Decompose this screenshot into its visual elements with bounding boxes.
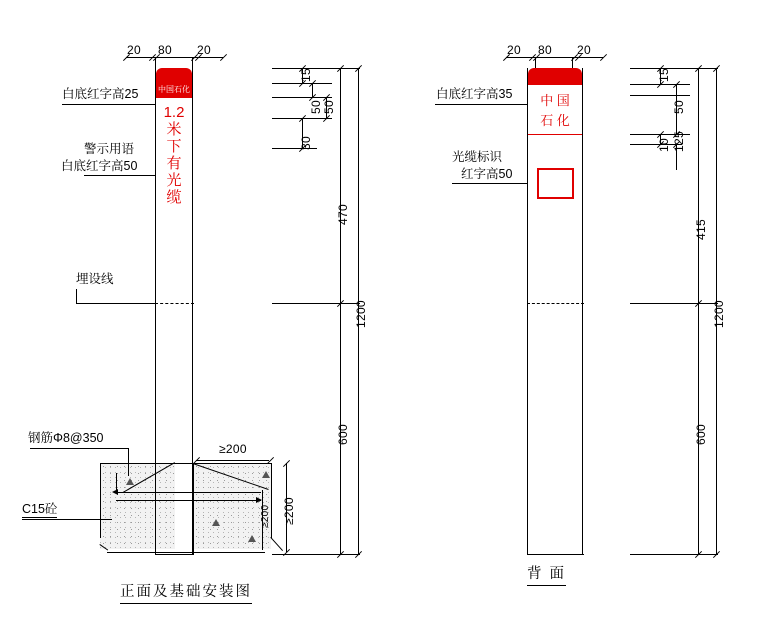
label-concrete-grade: C15砼 — [22, 502, 58, 516]
label-warning-phrase: 警示用语 — [84, 142, 135, 156]
dim-tick — [355, 551, 362, 558]
left-top-dim-line — [126, 57, 223, 58]
right-dim-10: 10 — [657, 138, 671, 152]
left-dim-20-b: 20 — [197, 43, 211, 57]
left-dim-80: 80 — [158, 43, 172, 57]
left-dim-1200: 1200 — [354, 300, 368, 328]
witness-line — [630, 554, 718, 555]
right-cap-divider — [528, 134, 582, 135]
label-rebar-spec: 钢筋Φ8@350 — [28, 431, 104, 445]
right-cap-bottom-line — [528, 84, 582, 85]
witness-line — [630, 303, 718, 304]
left-buried-line-dash — [155, 303, 194, 304]
left-cap-bottom-line — [156, 97, 192, 98]
left-post-red-cap — [156, 68, 192, 78]
witness-line — [630, 95, 690, 96]
right-dim-20-b: 20 — [577, 43, 591, 57]
foundation-bottom-line — [107, 552, 265, 553]
label-buried-line: 埋设线 — [76, 272, 114, 286]
leader-line — [62, 104, 155, 105]
vtext-line-0: 1.2 — [163, 104, 185, 121]
label-red-text-50: 红字高50 — [461, 167, 513, 181]
leader-line — [76, 303, 155, 304]
dim-tick — [220, 54, 227, 61]
leader-line — [128, 448, 129, 476]
hatch-triangle — [126, 478, 133, 485]
right-cap-label-line-1: 中 国 — [540, 93, 570, 108]
post-edge-in-foundation-right — [193, 463, 194, 554]
left-dim-600: 600 — [336, 424, 350, 445]
left-dim-30: 30 — [299, 136, 313, 150]
witness-line — [272, 68, 360, 69]
rebar-line-lower — [116, 500, 261, 501]
leader-line — [435, 104, 527, 105]
label-white-bg-red-25: 白底红字高25 — [62, 87, 139, 101]
witness-line — [272, 554, 360, 555]
left-cap-label-text: 中国石化 — [158, 85, 190, 94]
label-white-bg-red-50: 白底红字高50 — [61, 159, 138, 173]
right-post-red-cap — [528, 68, 582, 78]
vtext-line-5: 缆 — [166, 189, 182, 206]
foundation-dim-ge200-right: ≥200 — [282, 497, 296, 525]
leader-line — [22, 519, 112, 520]
right-dim-125: 125 — [672, 131, 686, 152]
vtext-line-1: 米 — [166, 121, 182, 138]
right-dim-20-a: 20 — [507, 43, 521, 57]
left-post-vertical-text — [156, 104, 192, 206]
post-bottom-line — [155, 554, 194, 555]
left-dim-470: 470 — [336, 204, 350, 225]
dim-tick — [713, 551, 720, 558]
rebar-hook-vert — [116, 473, 117, 493]
left-dim-50-b: 50 — [322, 100, 336, 114]
right-post-body — [527, 68, 583, 554]
leader-line — [76, 289, 77, 304]
vtext-line-4: 光 — [166, 172, 182, 189]
left-dim-20-a: 20 — [127, 43, 141, 57]
right-dim-600: 600 — [694, 424, 708, 445]
leader-line — [84, 175, 155, 176]
right-view-caption: 背 面 — [527, 562, 566, 586]
foundation-concrete-left — [100, 463, 175, 549]
post-edge-in-foundation-left — [155, 463, 156, 554]
right-cap-label-line-2: 石 化 — [540, 113, 570, 128]
left-dim-50-a: 50 — [309, 100, 323, 114]
hatch-triangle — [248, 535, 255, 542]
hatch-triangle — [212, 519, 219, 526]
right-top-dim-line — [506, 57, 603, 58]
left-view-caption: 正面及基础安装图 — [120, 580, 252, 604]
dim-line-470 — [340, 68, 341, 303]
vtext-line-2: 下 — [166, 138, 182, 155]
label-cable-marker: 光缆标识 — [452, 150, 503, 164]
right-dim-50: 50 — [672, 100, 686, 114]
witness-line — [272, 97, 332, 98]
left-dim-15: 15 — [299, 68, 313, 82]
foundation-dim-ge200-top: ≥200 — [219, 442, 247, 456]
rebar-arrow-left — [112, 489, 118, 495]
leader-line — [30, 448, 128, 449]
dim-tick — [600, 54, 607, 61]
hatch-triangle — [262, 471, 269, 478]
foundation-bottom-right-bevel — [270, 537, 283, 551]
foundation-width-dim-line — [196, 460, 269, 461]
cable-marker-box — [537, 168, 574, 199]
foundation-left-edge — [100, 463, 101, 538]
foundation-dim-ge200-inner: ≥200 — [260, 504, 271, 528]
right-dim-80: 80 — [538, 43, 552, 57]
foundation-top-line — [100, 463, 271, 464]
vtext-line-3: 有 — [166, 155, 182, 172]
right-dim-15: 15 — [657, 68, 671, 82]
witness-line — [630, 68, 718, 69]
rebar-line-upper — [116, 492, 261, 493]
right-post-bottom-line — [527, 554, 584, 555]
right-dim-1200: 1200 — [712, 300, 726, 328]
leader-line — [452, 183, 527, 184]
witness-line — [272, 303, 360, 304]
label-white-bg-red-35: 白底红字高35 — [436, 87, 513, 101]
dim-line-415 — [698, 68, 699, 303]
right-buried-line-dash — [527, 303, 584, 304]
right-dim-415: 415 — [694, 219, 708, 240]
